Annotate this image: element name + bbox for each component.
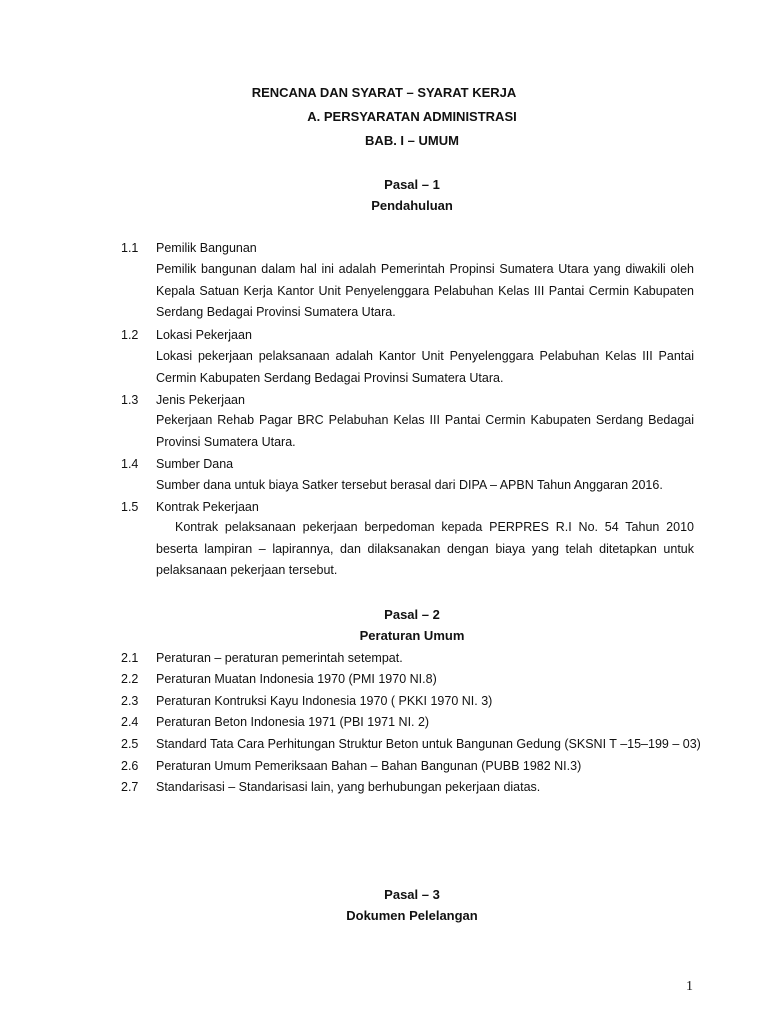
item-title: Jenis Pekerjaan — [156, 393, 245, 407]
item-body: Lokasi pekerjaan pelaksanaan adalah Kantor Unit Penyelenggara Pelabuhan Kelas III Pantai Cermin Kabupaten Serdang Bedagai Provinsi Sumatera Utara. — [156, 349, 694, 385]
list-item-text: Peraturan Kontruksi Kayu Indonesia 1970 ( PKKI 1970 NI. 3) — [156, 694, 493, 708]
list-item-number: 2.3 — [121, 694, 139, 708]
item-body: Pekerjaan Rehab Pagar BRC Pelabuhan Kelas III Pantai Cermin Kabupaten Serdang Bedagai Provinsi Sumatera Utara. — [156, 413, 694, 449]
list-item-number: 2.5 — [121, 737, 139, 751]
item-body: Kontrak pelaksanaan pekerjaan berpedoman kepada PERPRES R.I No. 54 Tahun 2010 beserta lampiran – lapirannya, dan dilaksanakan dengan biaya yang telah ditetapkan untuk pelaksanaan pekerjaan tersebut. — [156, 520, 694, 578]
item-title: Kontrak Pekerjaan — [156, 500, 259, 514]
item-body: Sumber dana untuk biaya Satker tersebut berasal dari DIPA – APBN Tahun Anggaran 2016. — [156, 478, 663, 492]
list-item-text: Peraturan Muatan Indonesia 1970 (PMI 1970 NI.8) — [156, 672, 437, 686]
list-item-number: 2.7 — [121, 780, 139, 794]
section-heading: A. PERSYARATAN ADMINISTRASI — [307, 109, 517, 124]
list-item-number: 2.6 — [121, 759, 139, 773]
list-item-text: Peraturan – peraturan pemerintah setempat. — [156, 651, 403, 665]
pasal-2-name: Peraturan Umum — [359, 628, 465, 643]
chapter-heading: BAB. I – UMUM — [365, 133, 459, 148]
pasal-1-number: Pasal – 1 — [384, 177, 440, 192]
item-number: 1.5 — [121, 500, 139, 514]
list-item-text: Standard Tata Cara Perhitungan Struktur Beton untuk Bangunan Gedung (SKSNI T –15–199 – 03) — [156, 737, 701, 751]
item-title: Lokasi Pekerjaan — [156, 328, 252, 342]
item-number: 1.3 — [121, 393, 139, 407]
list-item-text: Peraturan Umum Pemeriksaan Bahan – Bahan Bangunan (PUBB 1982 NI.3) — [156, 759, 582, 773]
pasal-3-name: Dokumen Pelelangan — [346, 908, 478, 923]
list-item-number: 2.2 — [121, 672, 139, 686]
page-number: 1 — [686, 979, 693, 994]
item-number: 1.1 — [121, 241, 139, 255]
list-item-number: 2.1 — [121, 651, 139, 665]
list-item-number: 2.4 — [121, 715, 139, 729]
item-title: Pemilik Bangunan — [156, 241, 257, 255]
item-body: Pemilik bangunan dalam hal ini adalah Pemerintah Propinsi Sumatera Utara yang diwakili oleh Kepala Satuan Kerja Kantor Unit Penyelenggara Pelabuhan Kelas III Pantai Cermin Kabupaten Serdang Bedagai Provinsi Sumatera Utara. — [156, 262, 694, 320]
list-item-text: Peraturan Beton Indonesia 1971 (PBI 1971 NI. 2) — [156, 715, 430, 729]
document-title: RENCANA DAN SYARAT – SYARAT KERJA — [251, 85, 517, 100]
item-number: 1.2 — [121, 328, 139, 342]
item-title: Sumber Dana — [156, 457, 234, 471]
pasal-3-number: Pasal – 3 — [384, 887, 440, 902]
list-item-text: Standarisasi – Standarisasi lain, yang berhubungan pekerjaan diatas. — [156, 780, 541, 794]
item-number: 1.4 — [121, 457, 139, 471]
pasal-1-name: Pendahuluan — [371, 198, 453, 213]
pasal-2-number: Pasal – 2 — [384, 607, 440, 622]
